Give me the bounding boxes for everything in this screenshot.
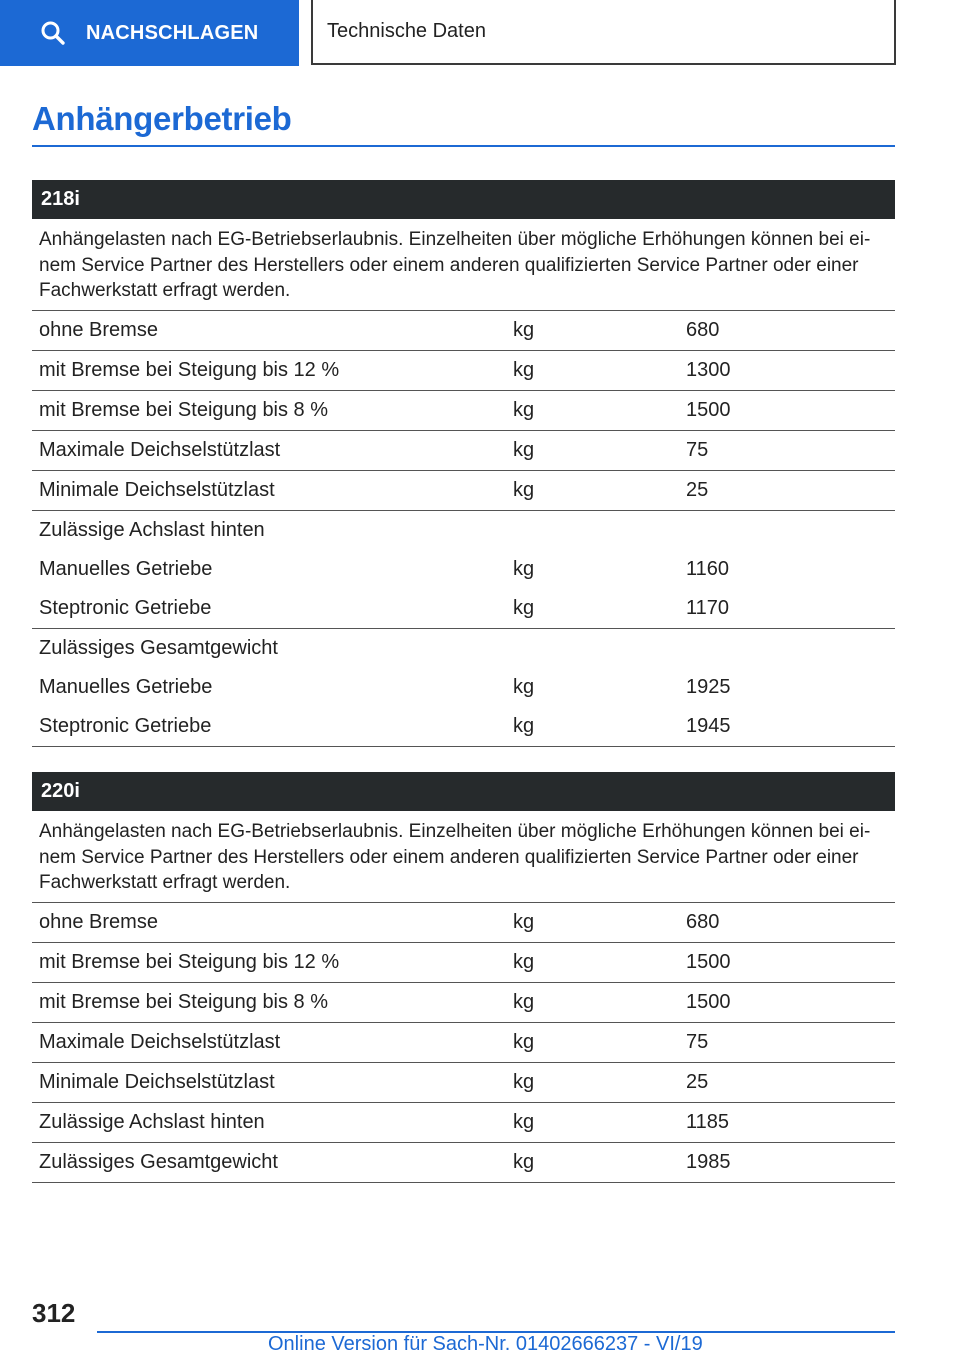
nachschlagen-label: NACHSCHLAGEN: [86, 21, 259, 44]
row-value: 1300: [686, 358, 731, 381]
row-label: ohne Bremse: [39, 910, 158, 933]
table-row: [32, 1063, 895, 1103]
title-rule: [32, 145, 895, 147]
row-label: mit Bremse bei Steigung bis 8 %: [39, 398, 329, 421]
top-bar: [0, 0, 960, 66]
table-row: [32, 943, 895, 983]
section-header: 218i: [32, 180, 895, 219]
table-row: [32, 983, 895, 1023]
row-value: 680: [686, 318, 720, 341]
row-label: mit Bremse bei Steigung bis 8 %: [39, 990, 329, 1013]
row-value: 75: [686, 438, 709, 461]
row-unit: kg: [513, 1150, 535, 1173]
row-value: 1500: [686, 950, 731, 973]
row-value: 1985: [686, 1150, 731, 1173]
row-unit: kg: [513, 990, 535, 1013]
row-unit: kg: [513, 478, 535, 501]
row-unit: kg: [513, 714, 535, 737]
row-value: 25: [686, 478, 709, 501]
breadcrumb-label: Technische Daten: [327, 20, 486, 42]
row-unit: kg: [513, 358, 535, 381]
section-header: 220i: [32, 772, 895, 811]
table-row: [32, 1103, 895, 1143]
section-218i: [32, 180, 895, 747]
nachschlagen-button[interactable]: [0, 0, 299, 66]
row-value: 1500: [686, 990, 731, 1013]
row-value: 680: [686, 910, 720, 933]
table-row: [32, 1023, 895, 1063]
row-unit: kg: [513, 398, 535, 421]
row-label: Manuelles Getriebe: [39, 675, 213, 698]
table-row: [32, 471, 895, 511]
page-title: Anhängerbetrieb: [32, 100, 292, 137]
row-label: Zulässiges Gesamtgewicht: [39, 1150, 278, 1173]
table-row: [32, 431, 895, 471]
row-label: Minimale Deichselstützlast: [39, 1070, 275, 1093]
row-unit: kg: [513, 910, 535, 933]
row-value: 1160: [686, 557, 730, 580]
row-unit: kg: [513, 1070, 535, 1093]
page-number: 312: [32, 1298, 76, 1328]
row-label: mit Bremse bei Steigung bis 12 %: [39, 950, 340, 973]
row-label: Zulässiges Gesamtgewicht: [39, 636, 278, 659]
table-row: [32, 311, 895, 351]
row-label: Maximale Deichselstützlast: [39, 438, 281, 461]
row-value: 1185: [686, 1110, 730, 1133]
row-label: Zulässige Achslast hinten: [39, 518, 265, 541]
section-description: Anhängelasten nach EG-Betriebserlaubnis. Einzelheiten über mögliche Erhöhungen können bei ei-nem Service Partner des Herstellers oder einem anderen qualifizierten Service Partner oder einer Fachwerkstatt erfragt werden.: [32, 219, 895, 311]
row-unit: kg: [513, 675, 535, 698]
table-row: [32, 903, 895, 943]
row-value: 1945: [686, 714, 731, 737]
data-table: [32, 903, 895, 1183]
data-table: [32, 311, 895, 747]
footer-text: Online Version für Sach-Nr. 01402666237 - VI/19: [268, 1333, 703, 1355]
table-row: [32, 351, 895, 391]
row-label: Steptronic Getriebe: [39, 714, 212, 737]
breadcrumb[interactable]: [311, 0, 896, 65]
row-unit: kg: [513, 557, 535, 580]
row-label: Maximale Deichselstützlast: [39, 1030, 281, 1053]
row-value: 25: [686, 1070, 709, 1093]
section-description: Anhängelasten nach EG-Betriebserlaubnis. Einzelheiten über mögliche Erhöhungen können bei ei-nem Service Partner des Herstellers oder einem anderen qualifizierten Service Partner oder einer Fachwerkstatt erfragt werden.: [32, 811, 895, 903]
row-unit: kg: [513, 950, 535, 973]
table-row: [32, 550, 895, 589]
row-label: ohne Bremse: [39, 318, 158, 341]
row-label: Steptronic Getriebe: [39, 596, 212, 619]
row-value: 1170: [686, 596, 730, 619]
table-row: [32, 629, 895, 668]
row-label: Minimale Deichselstützlast: [39, 478, 275, 501]
search-icon: [40, 20, 66, 46]
table-row: [32, 1143, 895, 1183]
table-row: [32, 511, 895, 550]
row-unit: kg: [513, 1110, 535, 1133]
row-label: mit Bremse bei Steigung bis 12 %: [39, 358, 340, 381]
row-unit: kg: [513, 438, 535, 461]
table-row: [32, 668, 895, 707]
table-row: [32, 391, 895, 431]
table-row: [32, 589, 895, 629]
row-value: 1500: [686, 398, 731, 421]
row-label: Manuelles Getriebe: [39, 557, 213, 580]
row-unit: kg: [513, 318, 535, 341]
section-220i: [32, 772, 895, 1183]
table-row: [32, 707, 895, 747]
row-unit: kg: [513, 596, 535, 619]
row-unit: kg: [513, 1030, 535, 1053]
row-value: 1925: [686, 675, 731, 698]
row-label: Zulässige Achslast hinten: [39, 1110, 265, 1133]
row-value: 75: [686, 1030, 709, 1053]
